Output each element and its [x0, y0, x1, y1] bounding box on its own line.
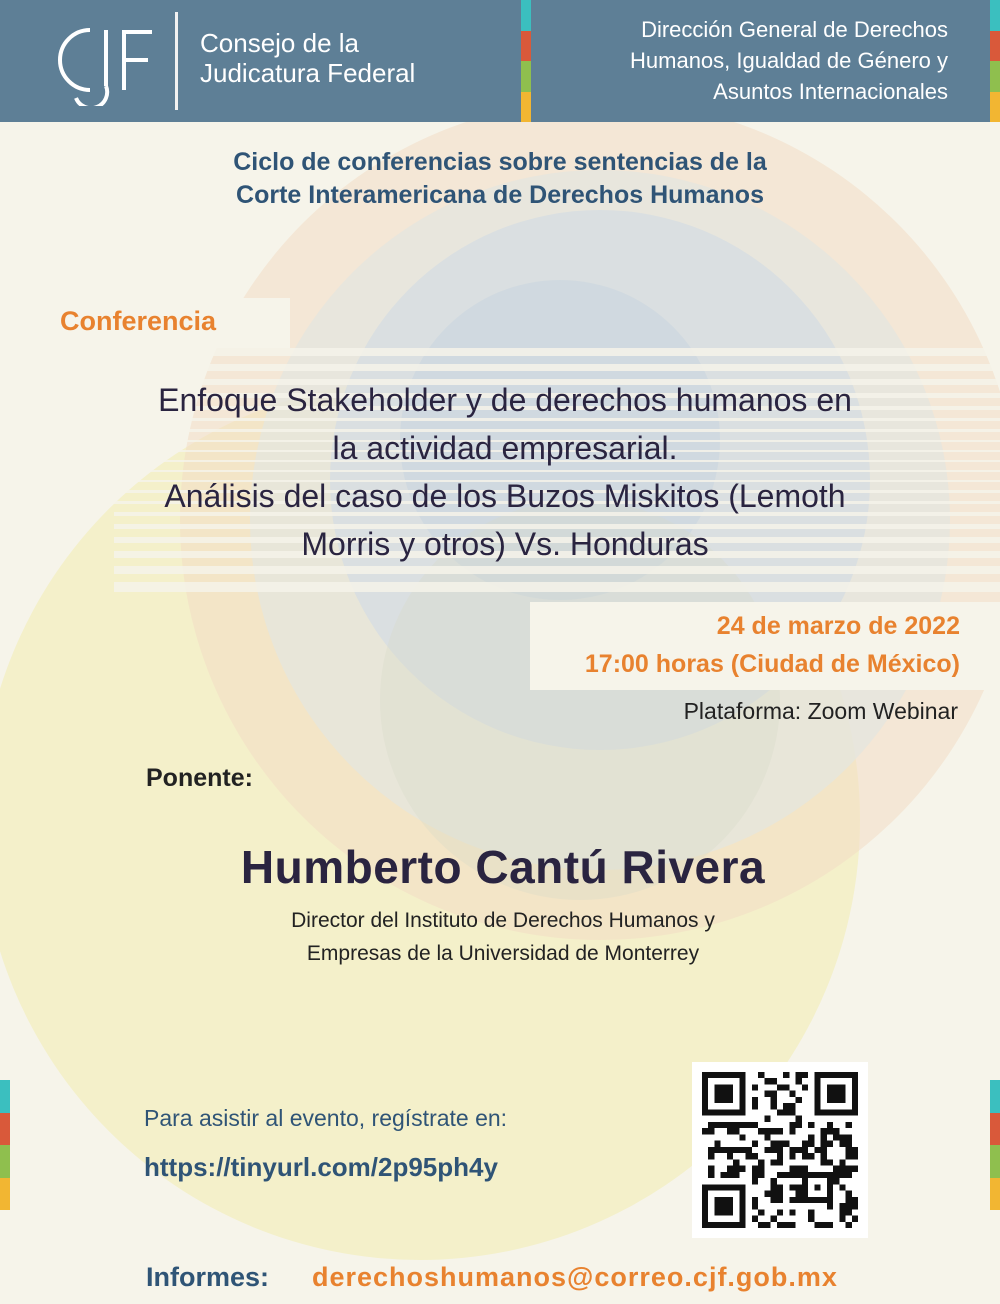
department-line-2: Humanos, Igualdad de Género y: [630, 48, 948, 73]
cycle-title: [0, 146, 1000, 212]
speaker-role: [0, 904, 1000, 970]
header-color-stripes-right: [990, 0, 1000, 122]
speaker-role-line-1: Director del Instituto de Derechos Humanos y: [291, 909, 715, 932]
conference-label: Conferencia: [60, 306, 217, 336]
contact-email-link[interactable]: derechoshumanos@correo.cjf.gob.mx: [312, 1262, 838, 1292]
logo-title: [200, 28, 415, 88]
logo-line-2: Judicatura Federal: [200, 58, 416, 88]
speaker-role-line-2: Empresas de la Universidad de Monterrey: [306, 942, 700, 965]
qr-code[interactable]: [692, 1062, 868, 1238]
qr-code-icon: [702, 1072, 858, 1228]
registration-link[interactable]: https://tinyurl.com/2p95ph4y: [144, 1152, 498, 1182]
logo-divider: [175, 12, 178, 110]
side-color-stripes-right: [990, 1080, 1000, 1210]
speaker-label: Ponente:: [146, 764, 253, 792]
event-time: 17:00 horas (Ciudad de México): [584, 650, 960, 678]
conference-title: [80, 376, 930, 568]
conference-title-line-3: Análisis del caso de los Buzos Miskitos (Lemoth: [164, 478, 846, 514]
department-line-1: Dirección General de Derechos: [641, 17, 948, 42]
logo-line-1: Consejo de la: [200, 28, 359, 58]
cjf-logo-icon: [50, 16, 160, 106]
event-platform: Plataforma: Zoom Webinar: [683, 698, 958, 724]
department-line-3: Asuntos Internacionales: [713, 79, 948, 104]
conference-title-line-4: Morris y otros) Vs. Honduras: [301, 526, 709, 562]
contact-label: Informes:: [146, 1262, 270, 1292]
cycle-title-line-2: Corte Interamericana de Derechos Humanos: [236, 181, 764, 209]
conference-title-line-2: la actividad empresarial.: [332, 430, 678, 466]
conference-title-line-1: Enfoque Stakeholder y de derechos humanos en: [158, 382, 852, 418]
department-title: [528, 14, 948, 107]
cycle-title-line-1: Ciclo de conferencias sobre sentencias de la: [233, 148, 767, 176]
speaker-name: Humberto Cantú Rivera: [240, 841, 766, 893]
registration-label: Para asistir al evento, regístrate en:: [144, 1105, 508, 1131]
side-color-stripes-left: [0, 1080, 10, 1210]
event-date: 24 de marzo de 2022: [716, 612, 960, 640]
header-bar: [0, 0, 1000, 122]
